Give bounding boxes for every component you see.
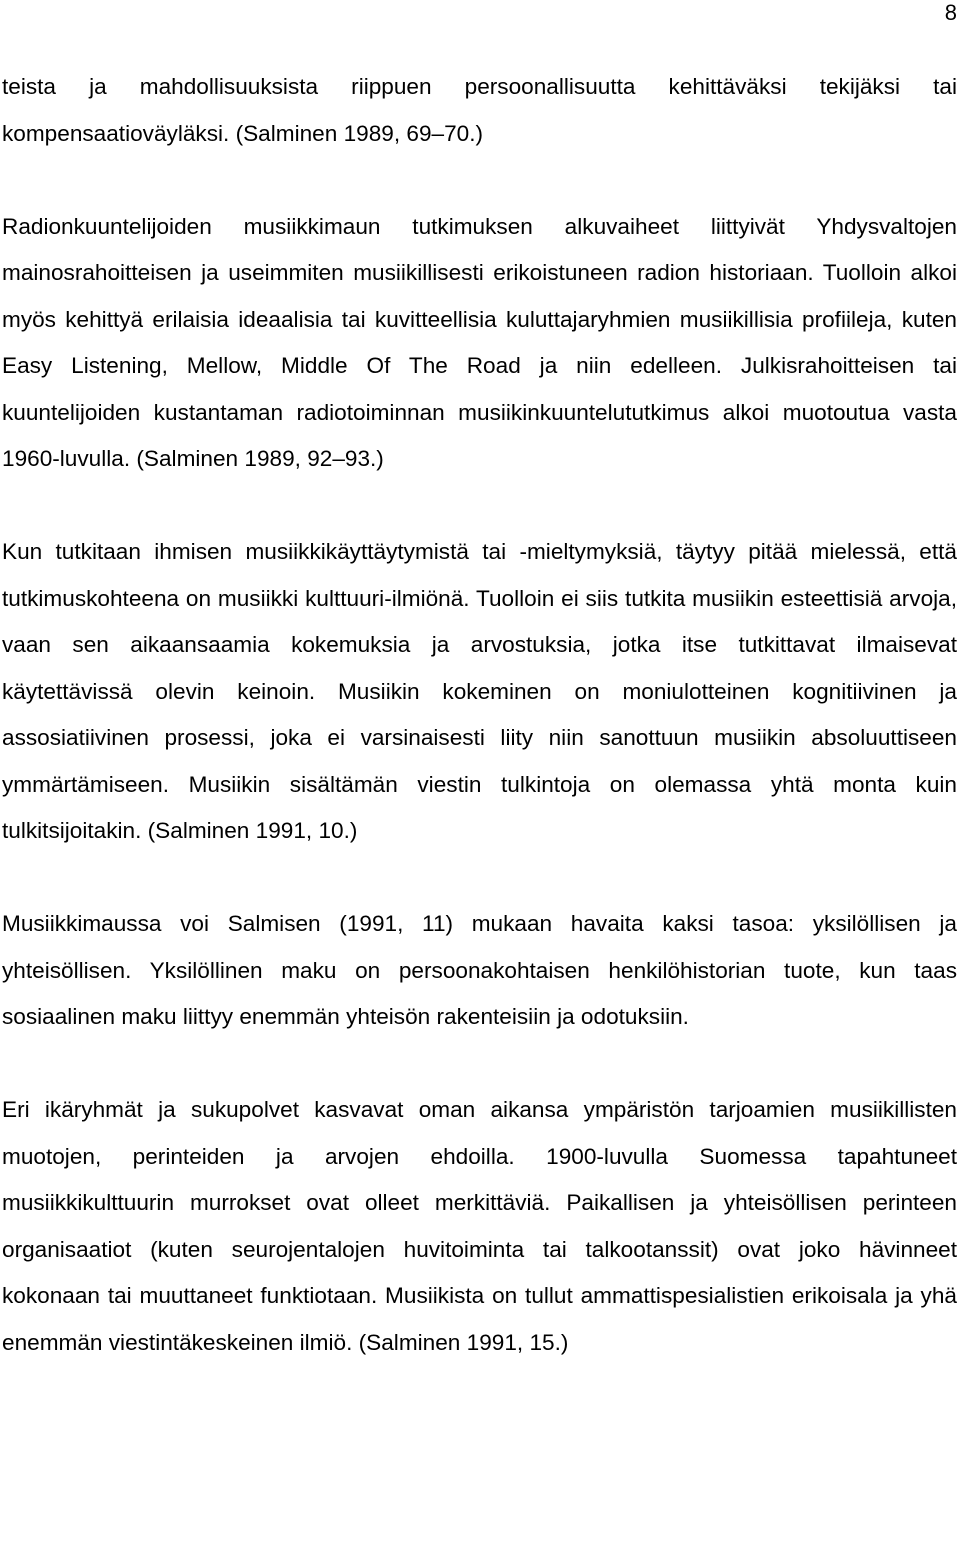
paragraph-5: Eri ikäryhmät ja sukupolvet kasvavat oman aikansa ympäristön tarjoamien musiikillisten muotojen, perinteiden ja arvojen ehdoilla. 1900-luvulla Suomessa tapahtuneet musiikkikulttuurin murrokset ovat olleet merkittäviä. Paikallisen ja yhteisöllisen perinteen organisaatiot (kuten seurojentalojen huvitoiminta tai talkootanssit) ovat joko hävinneet kokonaan tai muuttaneet funktiotaan. Musiikista on tullut ammattispesialistien erikoisala ja yhä enemmän viestintäkeskeinen ilmiö. (Salminen 1991, 15.) xyxy=(2,1097,957,1355)
paragraph-4: Musiikkimaussa voi Salmisen (1991, 11) mukaan havaita kaksi tasoa: yksilöllisen ja yhteisöllisen. Yksilöllinen maku on persoonakohtaisen henkilöhistorian tuote, kun taas sosiaalinen maku liittyy enemmän yhteisön rakenteisiin ja odotuksiin. xyxy=(2,911,957,1029)
paragraph-2: Radionkuuntelijoiden musiikkimaun tutkimuksen alkuvaiheet liittyivät Yhdysvaltojen mainosrahoitteisen ja useimmiten musiikillisesti erikoistuneen radion historiaan. Tuolloin alkoi myös kehittyä erilaisia ideaalisia tai kuvitteellisia kuluttajaryhmien musiikillisia profiileja, kuten Easy Listening, Mellow, Middle Of The Road ja niin edelleen. Julkisrahoitteisen tai kuuntelijoiden kustantaman radiotoiminnan musiikinkuuntelututkimus alkoi muotoutua vasta 1960-luvulla. (Salminen 1989, 92–93.) xyxy=(2,213,957,471)
document-body xyxy=(2,64,957,1366)
page-number: 8 xyxy=(944,0,957,25)
paragraph-3: Kun tutkitaan ihmisen musiikkikäyttäytymistä tai -mieltymyksiä, täytyy pitää mielessä, että tutkimuskohteena on musiikki kulttuuri-ilmiönä. Tuolloin ei siis tutkita musiikin esteettisiä arvoja, vaan sen aikaansaamia kokemuksia ja arvostuksia, jotka itse tutkittavat ilmaisevat käytettävissä olevin keinoin. Musiikin kokeminen on moniulotteinen kognitiivinen ja assosiatiivinen prosessi, joka ei varsinaisesti liity niin sanottuun musiikin absoluuttiseen ymmärtämiseen. Musiikin sisältämän viestin tulkintoja on olemassa yhtä monta kuin tulkitsijoitakin. (Salminen 1991, 10.) xyxy=(2,539,957,843)
paragraph-1: teista ja mahdollisuuksista riippuen persoonallisuutta kehittäväksi tekijäksi tai kompensaatioväyläksi. (Salminen 1989, 69–70.) xyxy=(2,74,957,146)
